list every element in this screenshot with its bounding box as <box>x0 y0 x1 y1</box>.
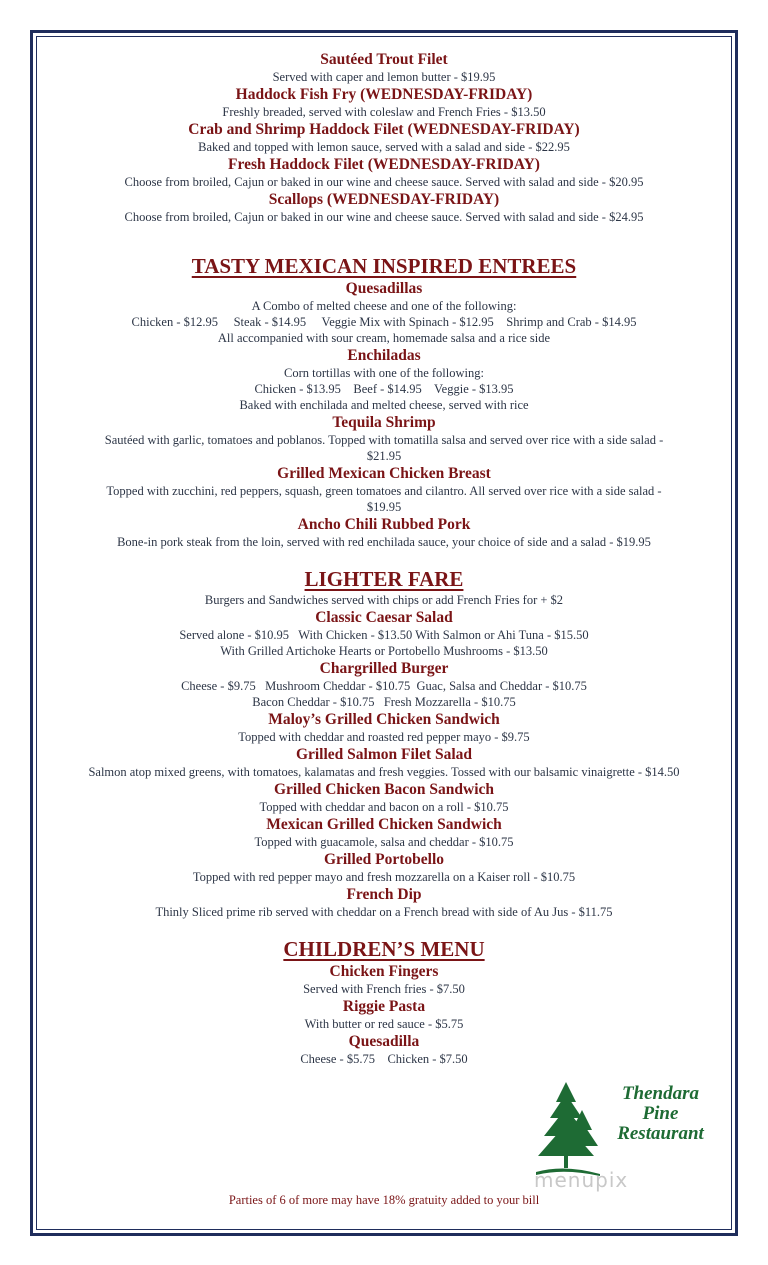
item-desc: Sautéed with garlic, tomatoes and poblanos. Topped with tomatilla salsa and served over rice with a side salad - $21.95 <box>104 433 664 463</box>
item-desc: Served with caper and lemon butter - $19.95 <box>272 70 496 84</box>
item-title: Sautéed Trout Filet <box>320 51 448 68</box>
menu-item <box>40 608 728 659</box>
section-title: LIGHTER FARE <box>304 567 464 591</box>
item-title: Classic Caesar Salad <box>315 609 453 626</box>
menu-item <box>40 190 728 225</box>
logo-line: Pine <box>642 1103 679 1124</box>
item-desc: Topped with red pepper mayo and fresh mozzarella on a Kaiser roll - $10.75 <box>192 870 576 884</box>
item-desc: Thinly Sliced prime rib served with cheddar on a French bread with side of Au Jus - $11.75 <box>155 905 613 919</box>
gratuity-note: Parties of 6 of more may have 18% gratuity added to your bill <box>228 1193 540 1207</box>
item-title: Quesadilla <box>348 1033 420 1050</box>
menu-item <box>40 279 728 346</box>
item-title: Ancho Chili Rubbed Pork <box>297 516 471 533</box>
menu-item <box>40 1032 728 1067</box>
menu-item <box>40 850 728 885</box>
menu-item <box>40 464 728 515</box>
mexican-section <box>40 253 728 550</box>
item-desc: Cheese - $5.75 Chicken - $7.50 <box>300 1052 468 1066</box>
section-title: CHILDREN’S MENU <box>283 937 485 961</box>
logo-text <box>597 1084 724 1144</box>
item-title: Quesadillas <box>345 280 423 297</box>
menu-item <box>40 780 728 815</box>
menu-item <box>40 346 728 413</box>
item-desc: Topped with guacamole, salsa and cheddar - $10.75 <box>254 835 514 849</box>
item-desc: Freshly breaded, served with coleslaw and French Fries - $13.50 <box>222 105 546 119</box>
menu-item <box>40 997 728 1032</box>
item-desc: Bone-in pork steak from the loin, served with red enchilada sauce, your choice of side and a salad - $19.95 <box>117 535 651 549</box>
item-title: Grilled Mexican Chicken Breast <box>277 465 491 482</box>
menu-item <box>40 85 728 120</box>
item-title: Chargrilled Burger <box>319 660 449 677</box>
item-desc: With butter or red sauce - $5.75 <box>304 1017 464 1031</box>
menu-content <box>40 50 728 1067</box>
lighter-section <box>40 566 728 920</box>
menu-item <box>40 659 728 710</box>
item-title: French Dip <box>346 886 422 903</box>
menu-item <box>40 155 728 190</box>
item-desc: Served alone - $10.95 With Chicken - $13.50 With Salmon or Ahi Tuna - $15.50 <box>179 628 589 642</box>
item-title: Fresh Haddock Filet (WEDNESDAY-FRIDAY) <box>228 156 540 173</box>
item-title: Chicken Fingers <box>329 963 439 980</box>
restaurant-logo <box>534 1070 724 1190</box>
item-desc: Topped with cheddar and bacon on a roll - $10.75 <box>259 800 509 814</box>
seafood-section <box>40 50 728 225</box>
item-title: Grilled Chicken Bacon Sandwich <box>273 781 495 798</box>
item-desc: Corn tortillas with one of the following: <box>284 366 484 380</box>
item-desc: Baked with enchilada and melted cheese, served with rice <box>239 398 529 412</box>
menu-item <box>40 962 728 997</box>
item-title: Enchiladas <box>347 347 421 364</box>
logo-line: Restaurant <box>617 1123 704 1144</box>
item-desc: Baked and topped with lemon sauce, served with a salad and side - $22.95 <box>198 140 570 154</box>
item-title: Maloy’s Grilled Chicken Sandwich <box>268 711 500 728</box>
pine-tree-icon <box>534 1080 604 1180</box>
item-title: Riggie Pasta <box>342 998 426 1015</box>
item-desc: With Grilled Artichoke Hearts or Portobello Mushrooms - $13.50 <box>220 644 548 658</box>
children-section <box>40 936 728 1067</box>
menu-item <box>40 710 728 745</box>
item-desc: Cheese - $9.75 Mushroom Cheddar - $10.75 Guac, Salsa and Cheddar - $10.75 <box>181 679 587 693</box>
item-title: Scallops (WEDNESDAY-FRIDAY) <box>268 191 500 208</box>
menu-item <box>40 815 728 850</box>
menu-item <box>40 413 728 464</box>
section-intro: Burgers and Sandwiches served with chips or add French Fries for + $2 <box>204 593 564 607</box>
item-title: Tequila Shrimp <box>332 414 436 431</box>
watermark: menupix <box>534 1168 629 1192</box>
menu-item <box>40 120 728 155</box>
logo-line: Thendara <box>621 1083 700 1104</box>
item-desc: Choose from broiled, Cajun or baked in our wine and cheese sauce. Served with salad and side - $20.95 <box>124 175 644 189</box>
item-title: Haddock Fish Fry (WEDNESDAY-FRIDAY) <box>235 86 533 103</box>
item-desc: Topped with zucchini, red peppers, squash, green tomatoes and cilantro. All served over rice with a side salad - $19.95 <box>106 484 662 514</box>
item-desc: Choose from broiled, Cajun or baked in our wine and cheese sauce. Served with salad and side - $24.95 <box>124 210 644 224</box>
item-title: Grilled Salmon Filet Salad <box>295 746 473 763</box>
item-desc: Topped with cheddar and roasted red pepper mayo - $9.75 <box>238 730 530 744</box>
item-title: Mexican Grilled Chicken Sandwich <box>266 816 502 833</box>
item-desc: Bacon Cheddar - $10.75 Fresh Mozzarella - $10.75 <box>252 695 516 709</box>
section-title: TASTY MEXICAN INSPIRED ENTREES <box>191 254 577 278</box>
item-desc: Chicken - $13.95 Beef - $14.95 Veggie - $13.95 <box>254 382 514 396</box>
menu-item <box>40 515 728 550</box>
menu-item <box>40 885 728 920</box>
item-desc: A Combo of melted cheese and one of the following: <box>251 299 517 313</box>
menu-item <box>40 50 728 85</box>
item-desc: All accompanied with sour cream, homemade salsa and a rice side <box>217 331 551 345</box>
item-title: Grilled Portobello <box>323 851 445 868</box>
item-desc: Chicken - $12.95 Steak - $14.95 Veggie Mix with Spinach - $12.95 Shrimp and Crab - $14.95 <box>131 315 637 329</box>
item-title: Crab and Shrimp Haddock Filet (WEDNESDAY-FRIDAY) <box>188 121 580 138</box>
menu-item <box>40 745 728 780</box>
item-desc: Served with French fries - $7.50 <box>303 982 465 996</box>
item-desc: Salmon atop mixed greens, with tomatoes, kalamatas and fresh veggies. Tossed with our balsamic vinaigrette - $14.50 <box>88 765 680 779</box>
